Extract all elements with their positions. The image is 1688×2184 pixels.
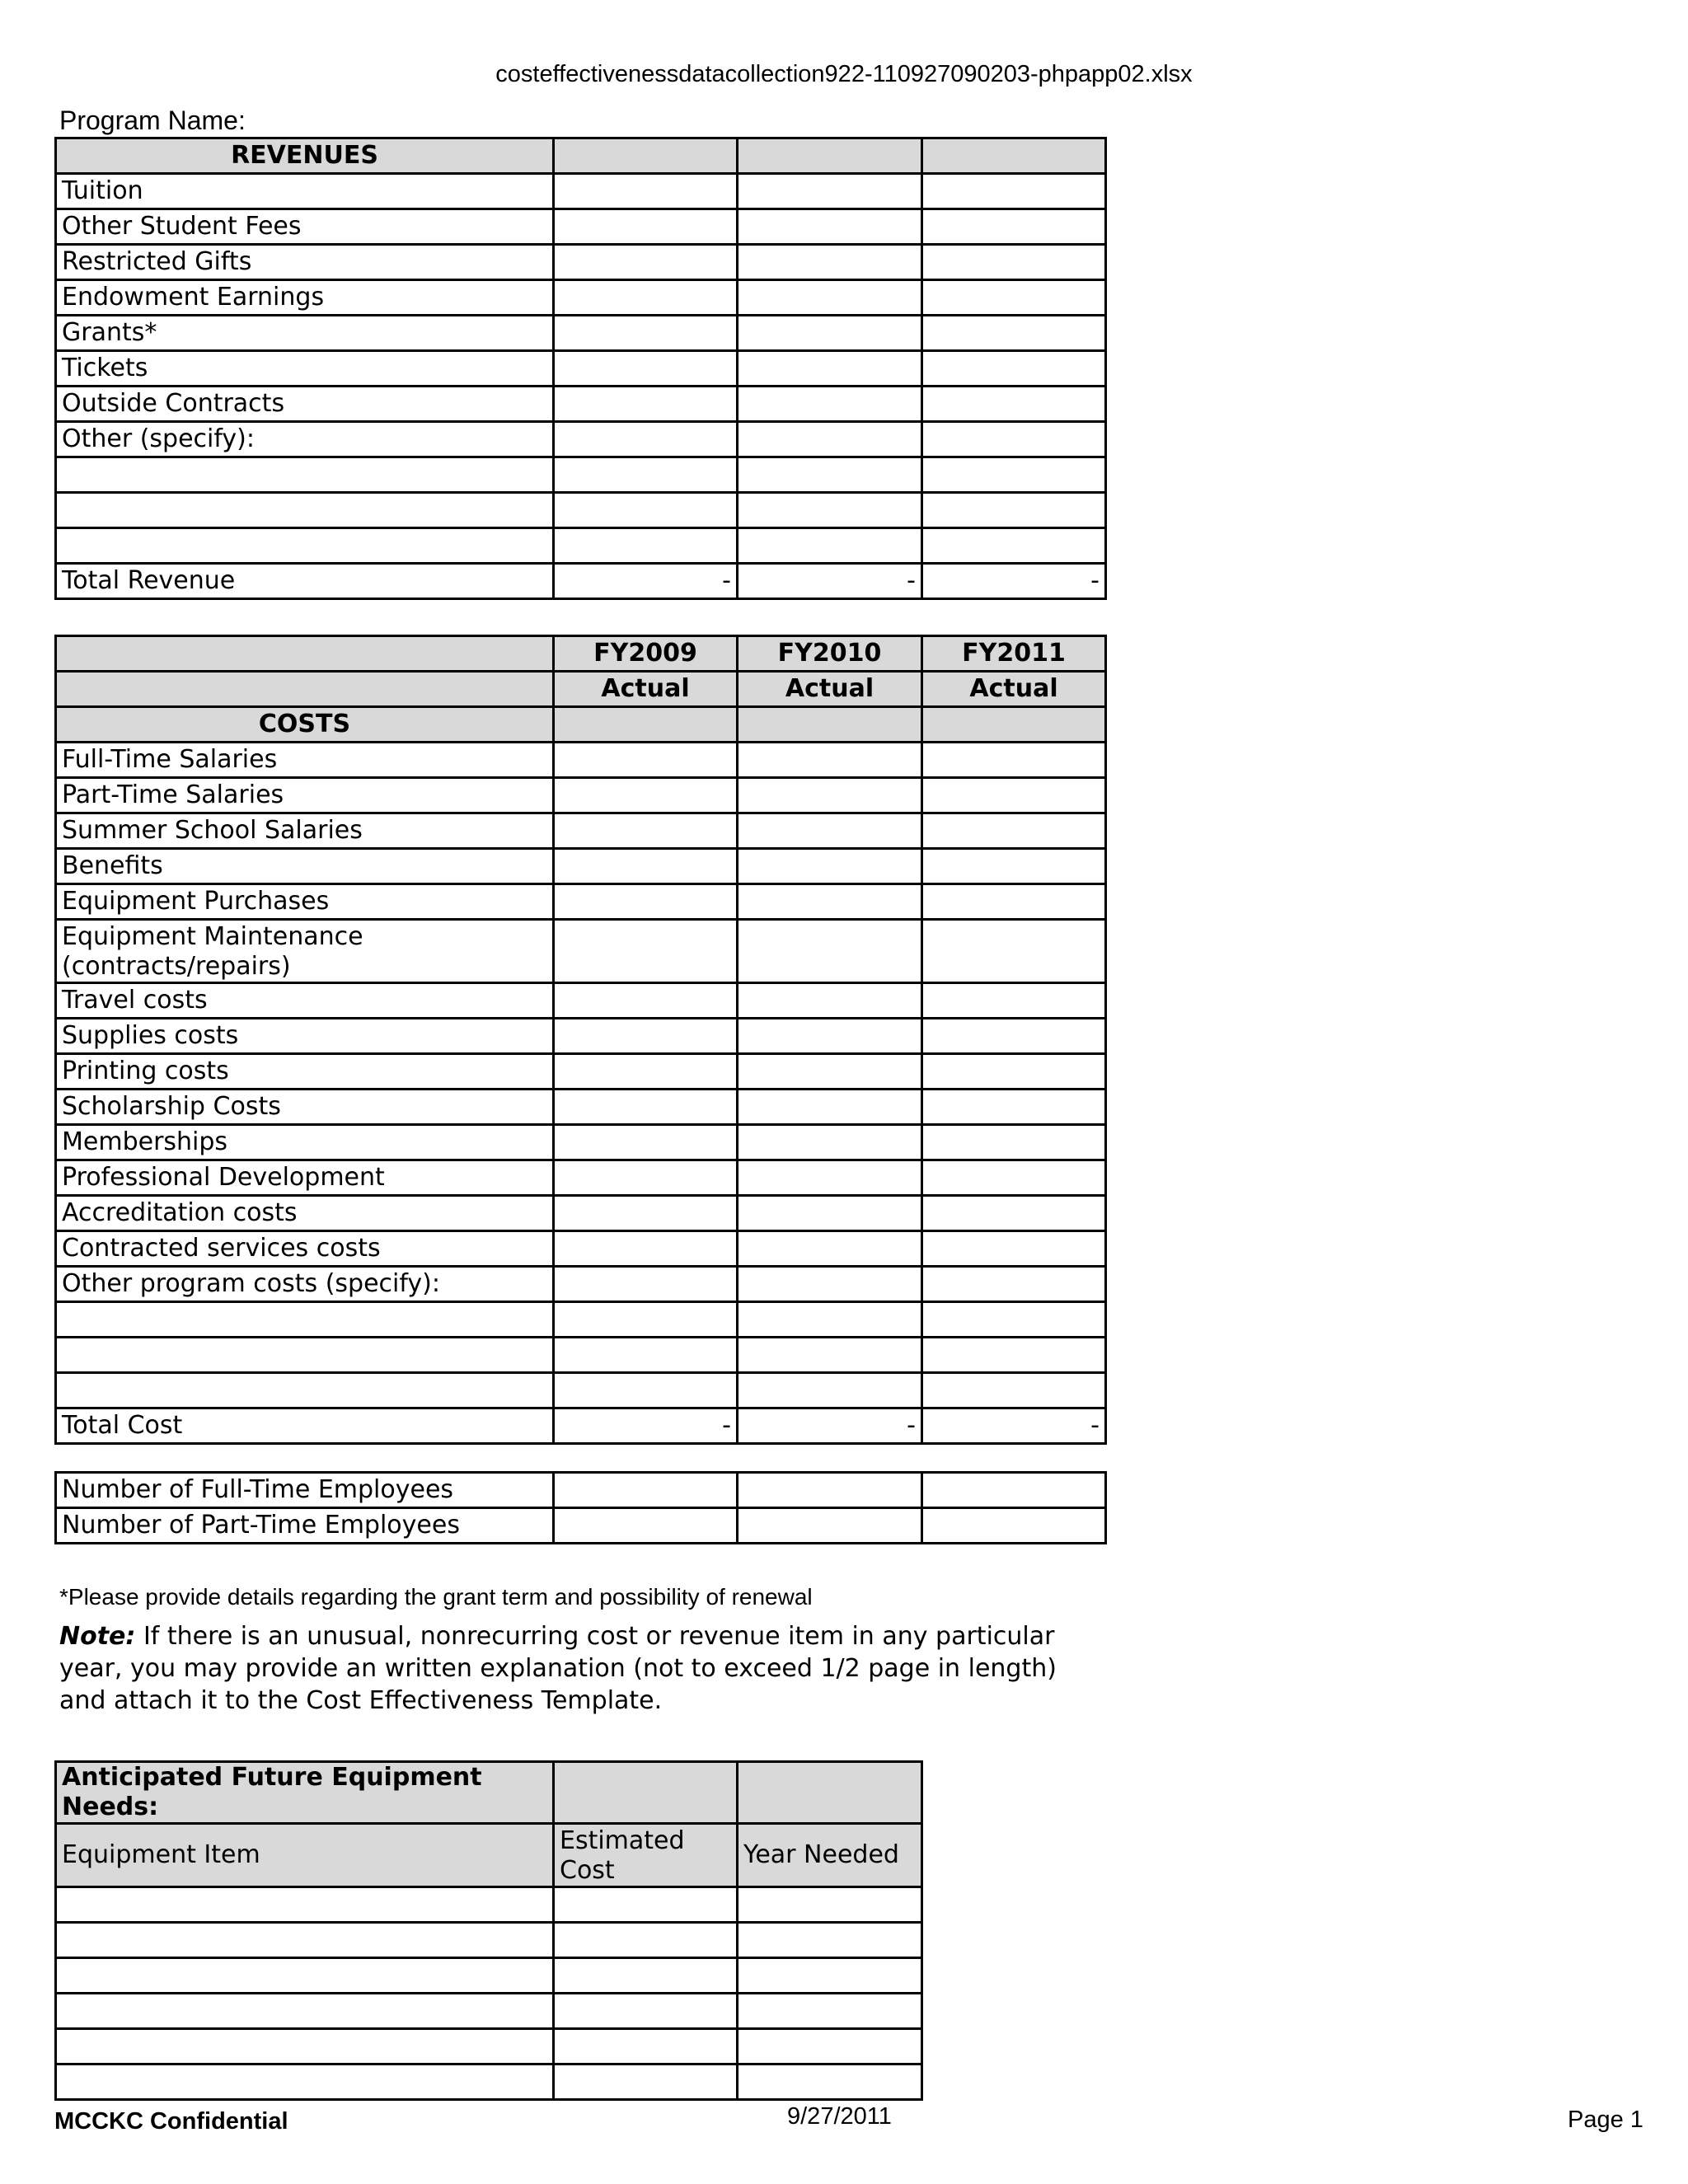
cost-value-cell[interactable] [554, 1160, 738, 1196]
cost-value-cell[interactable] [922, 1373, 1106, 1408]
year-needed-cell[interactable] [738, 1923, 922, 1958]
costs-actual-blank [56, 672, 554, 707]
fiscal-year-header: FY2009 [554, 636, 738, 672]
year-needed-cell[interactable] [738, 1887, 922, 1923]
revenue-value-cell[interactable] [922, 528, 1106, 564]
cost-value-cell[interactable] [922, 920, 1106, 983]
cost-value-cell[interactable] [738, 1054, 922, 1090]
cost-row [56, 1125, 1106, 1160]
revenue-item-label: Restricted Gifts [56, 245, 554, 280]
employee-count-label: Number of Part-Time Employees [56, 1508, 554, 1544]
cost-item-label: Equipment Maintenance (contracts/repairs) [56, 920, 554, 983]
equipment-row [56, 2064, 922, 2100]
revenue-value-cell[interactable] [922, 422, 1106, 457]
equipment-item-cell[interactable] [56, 1887, 554, 1923]
employee-count-cell[interactable] [554, 1473, 738, 1508]
equipment-title-row [56, 1762, 922, 1824]
cost-value-cell[interactable] [922, 1019, 1106, 1054]
cost-value-cell[interactable] [738, 1338, 922, 1373]
cost-row [56, 1231, 1106, 1267]
employees-table [54, 1471, 1107, 1544]
cost-item-label: Professional Development [56, 1160, 554, 1196]
revenue-row [56, 351, 1106, 387]
cost-value-cell[interactable] [922, 1160, 1106, 1196]
cost-item-label: Travel costs [56, 983, 554, 1019]
revenue-item-label: Tickets [56, 351, 554, 387]
estimated-cost-header: Estimated Cost [554, 1824, 738, 1887]
cost-item-label: Part-Time Salaries [56, 778, 554, 813]
revenue-item-label: Other (specify): [56, 422, 554, 457]
total-revenue-value: - [922, 564, 1106, 599]
revenue-value-cell[interactable] [554, 387, 738, 422]
equipment-row [56, 1923, 922, 1958]
employee-count-cell[interactable] [738, 1473, 922, 1508]
total-cost-value: - [554, 1408, 738, 1444]
revenue-value-cell[interactable] [922, 245, 1106, 280]
cost-value-cell[interactable] [554, 1231, 738, 1267]
revenue-row [56, 422, 1106, 457]
equipment-title-cell [554, 1762, 738, 1824]
revenue-value-cell[interactable] [554, 351, 738, 387]
cost-value-cell[interactable] [554, 884, 738, 920]
fiscal-year-header: FY2010 [738, 636, 922, 672]
costs-header-cell [554, 707, 738, 743]
revenue-value-cell[interactable] [554, 493, 738, 528]
equipment-column-row [56, 1824, 922, 1887]
cost-value-cell[interactable] [922, 1090, 1106, 1125]
footer-date: 9/27/2011 [787, 2103, 892, 2130]
cost-value-cell[interactable] [738, 1196, 922, 1231]
cost-item-label [56, 1338, 554, 1373]
employee-count-label: Number of Full-Time Employees [56, 1473, 554, 1508]
cost-value-cell[interactable] [738, 1090, 922, 1125]
costs-actual-row [56, 672, 1106, 707]
revenue-value-cell[interactable] [738, 387, 922, 422]
revenue-row [56, 387, 1106, 422]
equipment-row [56, 1958, 922, 1994]
costs-year-blank [56, 636, 554, 672]
revenue-value-cell[interactable] [738, 351, 922, 387]
cost-row [56, 849, 1106, 884]
note-paragraph [59, 1620, 1098, 1717]
cost-row [56, 1090, 1106, 1125]
revenue-row [56, 528, 1106, 564]
cost-value-cell[interactable] [738, 920, 922, 983]
fiscal-year-header: FY2011 [922, 636, 1106, 672]
actual-header: Actual [738, 672, 922, 707]
cost-value-cell[interactable] [738, 1125, 922, 1160]
revenue-value-cell[interactable] [554, 457, 738, 493]
revenue-item-label: Grants* [56, 316, 554, 351]
cost-value-cell[interactable] [738, 743, 922, 778]
costs-table [54, 635, 1107, 1445]
revenue-item-label [56, 493, 554, 528]
footer-page: Page 1 [1568, 2107, 1643, 2133]
equipment-row [56, 2029, 922, 2064]
cost-item-label: Printing costs [56, 1054, 554, 1090]
cost-row [56, 1054, 1106, 1090]
cost-value-cell[interactable] [922, 813, 1106, 849]
revenue-item-label: Outside Contracts [56, 387, 554, 422]
cost-item-label: Memberships [56, 1125, 554, 1160]
revenues-table [54, 137, 1107, 600]
actual-header: Actual [922, 672, 1106, 707]
cost-row [56, 1302, 1106, 1338]
cost-row [56, 983, 1106, 1019]
revenue-value-cell[interactable] [554, 245, 738, 280]
equipment-item-cell[interactable] [56, 1923, 554, 1958]
cost-value-cell[interactable] [554, 1302, 738, 1338]
note-text: If there is an unusual, nonrecurring cost or revenue item in any particular year, you may provide an written explanation (not to exceed 1/2 page in length) and attach it to the Cost Effectiveness Template. [59, 1622, 1057, 1715]
revenue-value-cell[interactable] [738, 493, 922, 528]
cost-item-label: Supplies costs [56, 1019, 554, 1054]
estimated-cost-cell[interactable] [554, 1994, 738, 2029]
revenue-value-cell[interactable] [554, 209, 738, 245]
revenue-value-cell[interactable] [738, 245, 922, 280]
revenue-item-label: Tuition [56, 174, 554, 209]
revenues-heading: REVENUES [56, 138, 554, 174]
equipment-title: Anticipated Future Equipment Needs: [56, 1762, 554, 1824]
estimated-cost-cell[interactable] [554, 2064, 738, 2100]
cost-value-cell[interactable] [738, 849, 922, 884]
revenues-header-cell [554, 138, 738, 174]
equipment-item-cell[interactable] [56, 1994, 554, 2029]
cost-value-cell[interactable] [922, 1267, 1106, 1302]
cost-value-cell[interactable] [554, 1338, 738, 1373]
revenue-value-cell[interactable] [738, 422, 922, 457]
cost-item-label [56, 1373, 554, 1408]
equipment-item-cell[interactable] [56, 2064, 554, 2100]
cost-item-label: Equipment Purchases [56, 884, 554, 920]
cost-value-cell[interactable] [738, 778, 922, 813]
revenue-value-cell[interactable] [738, 209, 922, 245]
revenue-item-label [56, 528, 554, 564]
cost-item-label: Accreditation costs [56, 1196, 554, 1231]
cost-row [56, 884, 1106, 920]
costs-year-row [56, 636, 1106, 672]
footer-confidential: MCCKC Confidential [54, 2108, 288, 2135]
revenue-value-cell[interactable] [554, 528, 738, 564]
cost-value-cell[interactable] [922, 778, 1106, 813]
cost-value-cell[interactable] [554, 920, 738, 983]
note-label: Note: [59, 1622, 136, 1651]
cost-value-cell[interactable] [922, 849, 1106, 884]
revenues-header-cell [922, 138, 1106, 174]
cost-value-cell[interactable] [922, 983, 1106, 1019]
revenue-value-cell[interactable] [554, 174, 738, 209]
year-needed-cell[interactable] [738, 2029, 922, 2064]
total-cost-label: Total Cost [56, 1408, 554, 1444]
cost-item-label: Scholarship Costs [56, 1090, 554, 1125]
cost-value-cell[interactable] [554, 1196, 738, 1231]
cost-value-cell[interactable] [554, 983, 738, 1019]
revenue-item-label: Other Student Fees [56, 209, 554, 245]
cost-item-label: Benefits [56, 849, 554, 884]
employee-count-cell[interactable] [922, 1473, 1106, 1508]
year-needed-cell[interactable] [738, 2064, 922, 2100]
cost-value-cell[interactable] [554, 813, 738, 849]
estimated-cost-cell[interactable] [554, 2029, 738, 2064]
cost-value-cell[interactable] [554, 1373, 738, 1408]
employee-row [56, 1473, 1106, 1508]
revenue-value-cell[interactable] [554, 422, 738, 457]
cost-value-cell[interactable] [738, 1267, 922, 1302]
revenue-item-label [56, 457, 554, 493]
cost-value-cell[interactable] [922, 1231, 1106, 1267]
revenue-value-cell[interactable] [738, 528, 922, 564]
revenue-value-cell[interactable] [922, 387, 1106, 422]
cost-value-cell[interactable] [922, 1125, 1106, 1160]
cost-value-cell[interactable] [738, 1019, 922, 1054]
program-name-label: Program Name: [59, 105, 246, 135]
revenue-value-cell[interactable] [738, 280, 922, 316]
cost-total-row [56, 1408, 1106, 1444]
revenues-header-row [56, 138, 1106, 174]
total-revenue-value: - [554, 564, 738, 599]
costs-heading: COSTS [56, 707, 554, 743]
cost-row [56, 920, 1106, 983]
cost-item-label [56, 1302, 554, 1338]
revenue-total-row [56, 564, 1106, 599]
cost-item-label: Contracted services costs [56, 1231, 554, 1267]
cost-row [56, 813, 1106, 849]
cost-value-cell[interactable] [922, 884, 1106, 920]
revenue-value-cell[interactable] [922, 316, 1106, 351]
cost-value-cell[interactable] [738, 1373, 922, 1408]
revenue-value-cell[interactable] [922, 209, 1106, 245]
cost-value-cell[interactable] [922, 1302, 1106, 1338]
revenue-value-cell[interactable] [922, 351, 1106, 387]
revenue-row [56, 457, 1106, 493]
cost-row [56, 778, 1106, 813]
employee-row [56, 1508, 1106, 1544]
total-cost-value: - [922, 1408, 1106, 1444]
costs-header-cell [738, 707, 922, 743]
file-title: costeffectivenessdatacollection922-110927090203-phpapp02.xlsx [495, 61, 1193, 87]
revenue-row [56, 493, 1106, 528]
revenue-row [56, 316, 1106, 351]
revenue-value-cell[interactable] [922, 280, 1106, 316]
revenue-value-cell[interactable] [554, 316, 738, 351]
revenue-value-cell[interactable] [554, 280, 738, 316]
employee-count-cell[interactable] [738, 1508, 922, 1544]
total-revenue-label: Total Revenue [56, 564, 554, 599]
cost-row [56, 1160, 1106, 1196]
employee-count-cell[interactable] [554, 1508, 738, 1544]
total-revenue-value: - [738, 564, 922, 599]
total-cost-value: - [738, 1408, 922, 1444]
cost-row [56, 1373, 1106, 1408]
revenue-value-cell[interactable] [922, 174, 1106, 209]
cost-item-label: Full-Time Salaries [56, 743, 554, 778]
equipment-table [54, 1760, 923, 2101]
cost-value-cell[interactable] [554, 1054, 738, 1090]
cost-value-cell[interactable] [738, 983, 922, 1019]
revenue-value-cell[interactable] [922, 457, 1106, 493]
actual-header: Actual [554, 672, 738, 707]
equipment-item-cell[interactable] [56, 1958, 554, 1994]
estimated-cost-cell[interactable] [554, 1887, 738, 1923]
cost-row [56, 1267, 1106, 1302]
cost-row [56, 743, 1106, 778]
cost-value-cell[interactable] [738, 1160, 922, 1196]
revenue-value-cell[interactable] [738, 174, 922, 209]
cost-value-cell[interactable] [554, 849, 738, 884]
cost-value-cell[interactable] [738, 1231, 922, 1267]
cost-item-label: Other program costs (specify): [56, 1267, 554, 1302]
employee-count-cell[interactable] [922, 1508, 1106, 1544]
year-needed-header: Year Needed [738, 1824, 922, 1887]
equipment-title-cell [738, 1762, 922, 1824]
cost-value-cell[interactable] [554, 743, 738, 778]
cost-value-cell[interactable] [922, 1054, 1106, 1090]
cost-value-cell[interactable] [922, 1196, 1106, 1231]
cost-value-cell[interactable] [738, 1302, 922, 1338]
grant-footnote: *Please provide details regarding the grant term and possibility of renewal [59, 1584, 813, 1610]
revenue-item-label: Endowment Earnings [56, 280, 554, 316]
equipment-item-header: Equipment Item [56, 1824, 554, 1887]
cost-row [56, 1338, 1106, 1373]
cost-item-label: Summer School Salaries [56, 813, 554, 849]
year-needed-cell[interactable] [738, 1994, 922, 2029]
estimated-cost-cell[interactable] [554, 1958, 738, 1994]
equipment-item-cell[interactable] [56, 2029, 554, 2064]
cost-value-cell[interactable] [554, 1267, 738, 1302]
costs-header-cell [922, 707, 1106, 743]
cost-value-cell[interactable] [738, 884, 922, 920]
revenue-row [56, 245, 1106, 280]
estimated-cost-cell[interactable] [554, 1923, 738, 1958]
cost-row [56, 1196, 1106, 1231]
equipment-row [56, 1887, 922, 1923]
cost-row [56, 1019, 1106, 1054]
revenue-value-cell[interactable] [738, 457, 922, 493]
revenue-row [56, 280, 1106, 316]
cost-value-cell[interactable] [554, 1019, 738, 1054]
cost-value-cell[interactable] [922, 743, 1106, 778]
equipment-row [56, 1994, 922, 2029]
costs-header-row [56, 707, 1106, 743]
cost-value-cell[interactable] [738, 813, 922, 849]
revenue-value-cell[interactable] [738, 316, 922, 351]
year-needed-cell[interactable] [738, 1958, 922, 1994]
revenue-row [56, 209, 1106, 245]
revenue-row [56, 174, 1106, 209]
cost-value-cell[interactable] [554, 1090, 738, 1125]
cost-value-cell[interactable] [554, 1125, 738, 1160]
cost-value-cell[interactable] [554, 778, 738, 813]
revenue-value-cell[interactable] [922, 493, 1106, 528]
cost-value-cell[interactable] [922, 1338, 1106, 1373]
revenues-header-cell [738, 138, 922, 174]
